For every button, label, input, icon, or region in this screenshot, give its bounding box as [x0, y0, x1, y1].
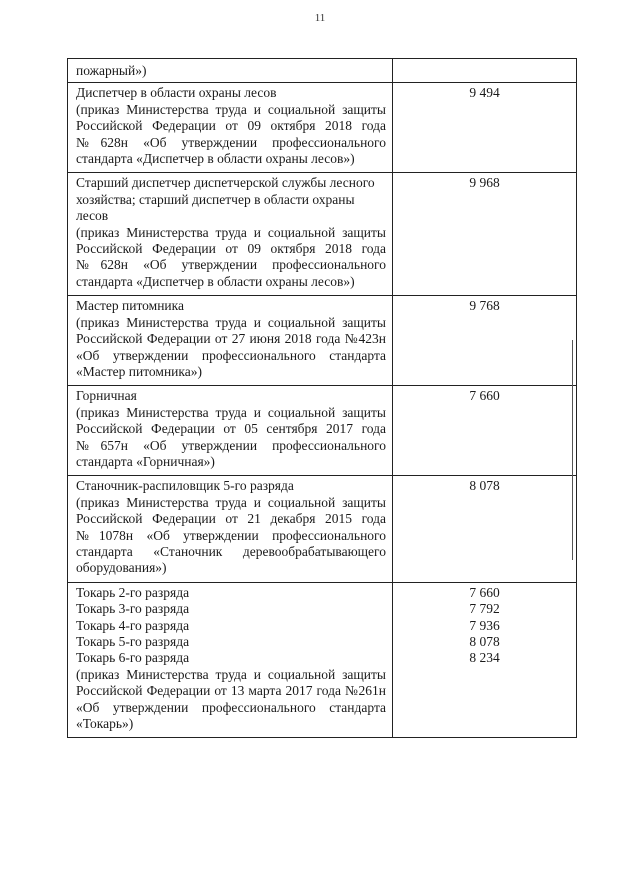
salary-value: 7 936	[469, 617, 500, 633]
table-row	[68, 582, 577, 738]
scan-margin-line	[572, 340, 573, 560]
table-body	[68, 59, 577, 738]
position-title: Старший диспетчер диспетчерской службы лесного хозяйства; старший диспетчер в области охраны лесов	[76, 175, 375, 224]
salary-value: 7 660	[469, 584, 500, 600]
salary-value: 9 968	[469, 175, 500, 191]
salary-cell	[393, 83, 577, 173]
position-title: Станочник-распиловщик 5-го разряда	[76, 478, 294, 494]
salary-value: 8 234	[469, 650, 500, 666]
position-basis: (приказ Министерства труда и социальной защиты Российской Федерации от 09 октября 2018 года №628н «Об утверждении профессионального стандарта «Диспетчер в области охраны лесов»)	[76, 101, 386, 167]
position-basis: (приказ Министерства труда и социальной защиты Российской Федерации от 09 октября 2018 года №628н «Об утверждении профессионального стандарта «Диспетчер в области охраны лесов»)	[76, 224, 386, 289]
position-title: Токарь 5-го разряда	[76, 634, 190, 649]
position-basis: (приказ Министерства труда и социальной защиты Российской Федерации от 27 июня 2018 года №423н «Об утверждении профессионального стандарта «Мастер питомника»)	[76, 314, 386, 379]
salary-table	[67, 58, 577, 738]
position-basis: (приказ Министерства труда и социальной защиты Российской Федерации от 13 марта 2017 года №261н «Об утверждении профессионального стандарта «Токарь»)	[76, 666, 386, 732]
salary-value: 9 494	[469, 85, 500, 101]
table-row	[68, 476, 577, 582]
table-row	[68, 59, 577, 83]
table-row	[68, 83, 577, 173]
salary-cell	[393, 296, 577, 386]
position-cell	[68, 83, 393, 173]
table-row	[68, 386, 577, 476]
salary-value: 7 660	[469, 388, 500, 404]
salary-cell	[393, 476, 577, 582]
position-title: Мастер питомника	[76, 298, 185, 314]
position-title: Токарь 3-го разряда	[76, 601, 190, 617]
salary-value: 8 078	[469, 478, 500, 494]
position-cell	[68, 582, 393, 738]
position-basis: (приказ Министерства труда и социальной защиты Российской Федерации от 21 декабря 2015 года №1078н «Об утверждении профессионального стандарта «Станочник деревообрабатывающего оборудования»)	[76, 494, 386, 576]
position-title: Горничная	[76, 388, 137, 404]
position-title: Диспетчер в области охраны лесов	[76, 85, 277, 101]
salary-cell	[393, 386, 577, 476]
position-cell	[68, 173, 393, 296]
salary-value: 9 768	[469, 298, 500, 314]
salary-cell	[393, 59, 577, 83]
position-cell	[68, 296, 393, 386]
position-cell	[68, 476, 393, 582]
position-cell	[68, 386, 393, 476]
salary-value: 8 078	[469, 634, 500, 649]
position-title: Токарь 6-го разряда	[76, 650, 190, 666]
salary-value: 7 792	[469, 601, 500, 617]
position-basis: пожарный»)	[76, 63, 147, 78]
position-basis: (приказ Министерства труда и социальной защиты Российской Федерации от 05 сентября 2017 года №657н «Об утверждении профессионального стандарта «Горничная»)	[76, 404, 386, 469]
table-row	[68, 173, 577, 296]
table-row	[68, 296, 577, 386]
page-number: 11	[314, 12, 326, 24]
salary-cell	[393, 582, 577, 738]
position-title: Токарь 4-го разряда	[76, 617, 190, 633]
position-title: Токарь 2-го разряда	[76, 584, 190, 600]
position-cell	[68, 59, 393, 83]
salary-cell	[393, 173, 577, 296]
